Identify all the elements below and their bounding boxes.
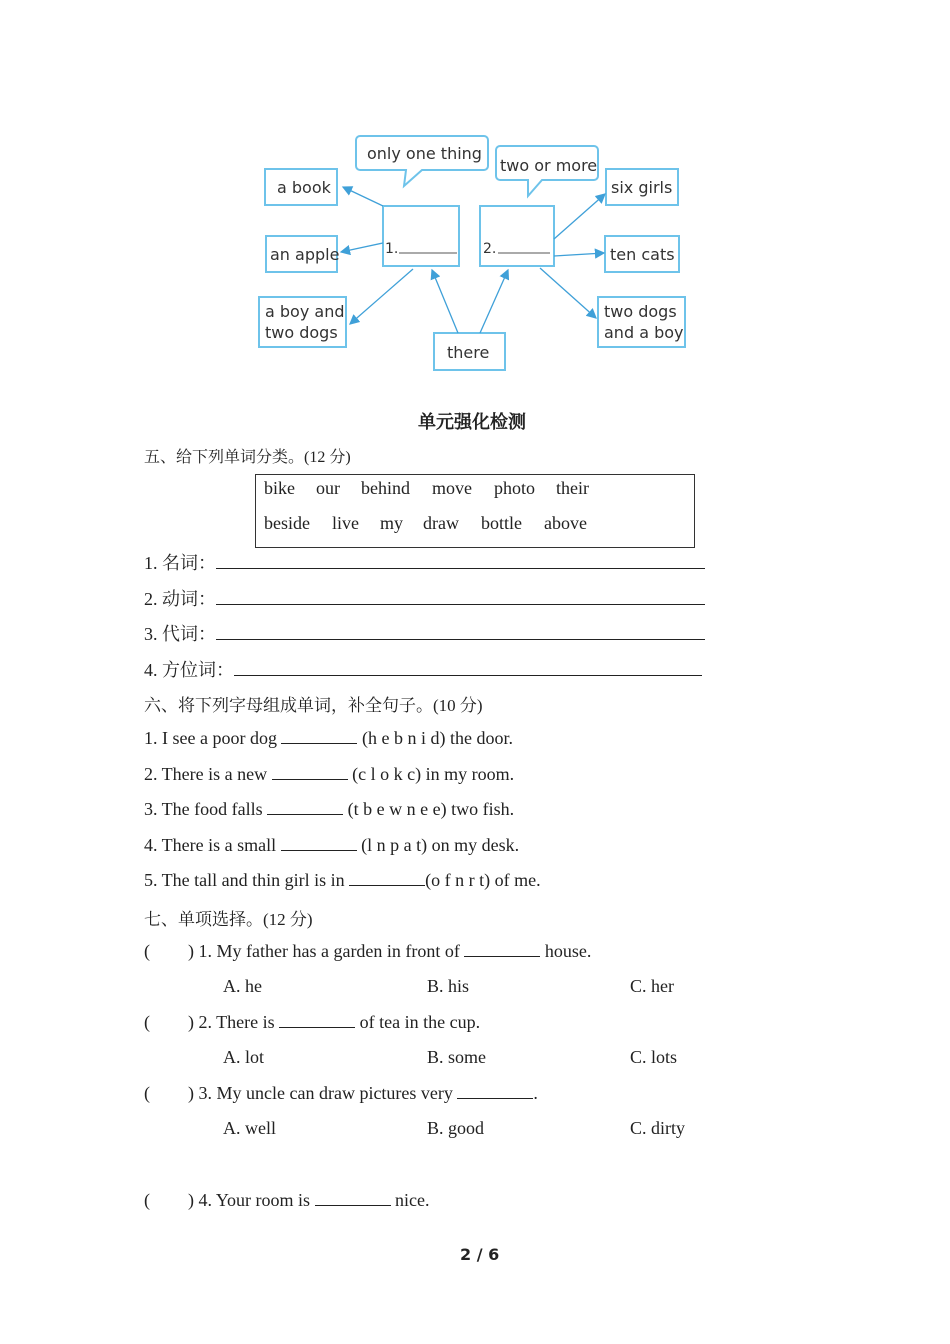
- sentence-end: (t b e w n e e) two fish.: [343, 799, 515, 819]
- classify-label: 2. 动词：: [144, 589, 216, 609]
- answer-blank[interactable]: [272, 763, 348, 780]
- word: photo: [494, 478, 536, 498]
- q1-option-a[interactable]: A. he: [223, 976, 262, 996]
- q1-option-c[interactable]: C. her: [630, 976, 674, 996]
- mc-question-1: [144, 940, 591, 962]
- word-map-diagram: [0, 0, 950, 390]
- answer-blank[interactable]: [216, 588, 705, 605]
- answer-blank: [457, 1082, 533, 1099]
- center-box-2: [480, 206, 554, 266]
- word: our: [316, 478, 340, 498]
- sentence-start: 1. I see a poor dog: [144, 728, 282, 748]
- bubble-left-text: only one thing: [367, 144, 482, 163]
- q1-option-b[interactable]: B. his: [427, 976, 470, 996]
- answer-blank[interactable]: [281, 834, 357, 851]
- answer-blank: [464, 940, 540, 957]
- unscramble-item-5: [144, 869, 541, 891]
- answer-blank[interactable]: [234, 659, 702, 676]
- answer-blank: [279, 1011, 355, 1028]
- sec7-heading: 七、单项选择。(12 分): [144, 910, 313, 929]
- answer-paren[interactable]: (: [144, 1083, 150, 1103]
- question-text-end: house.: [540, 941, 592, 961]
- unscramble-item-3: [144, 798, 514, 820]
- word: my: [380, 513, 404, 533]
- word: draw: [423, 513, 459, 533]
- classify-pronoun: [144, 620, 705, 646]
- word-box: [255, 474, 695, 548]
- sentence-start: 2. There is a new: [144, 764, 272, 784]
- sentence-start: 4. There is a small: [144, 835, 281, 855]
- classify-label: 1. 名词：: [144, 553, 216, 573]
- classify-preposition: [144, 656, 702, 682]
- unscramble-item-2: [144, 763, 514, 785]
- sentence-end: (c l o k c) in my room.: [347, 764, 515, 784]
- question-text-end: nice.: [390, 1190, 430, 1210]
- word: bike: [264, 478, 295, 498]
- bubble-right-text: two or more: [500, 156, 598, 175]
- word: bottle: [481, 513, 522, 533]
- mc-question-3: [144, 1082, 538, 1104]
- sentence-end: (l n p a t) on my desk.: [356, 835, 520, 855]
- answer-paren[interactable]: (: [144, 941, 150, 961]
- word: live: [332, 513, 359, 533]
- mc-question-2: [144, 1011, 480, 1033]
- item-six-girls: six girls: [611, 178, 673, 197]
- q2-option-a[interactable]: A. lot: [223, 1047, 265, 1067]
- answer-paren[interactable]: (: [144, 1190, 150, 1210]
- word: beside: [264, 513, 310, 533]
- item-two-dogs-r: two dogs: [604, 302, 677, 321]
- answer-blank[interactable]: [267, 798, 343, 815]
- answer-blank[interactable]: [349, 869, 425, 886]
- classify-noun: [144, 549, 705, 575]
- answer-blank[interactable]: [216, 552, 705, 569]
- box2-label: 2.: [483, 241, 497, 257]
- unscramble-item-1: [144, 727, 513, 749]
- answer-blank[interactable]: [281, 727, 357, 744]
- word: their: [556, 478, 589, 498]
- question-text: ) 4. Your room is: [188, 1190, 315, 1210]
- answer-blank: [315, 1189, 391, 1206]
- section-title: 单元强化检测: [418, 412, 526, 433]
- question-text-end: of tea in the cup.: [355, 1012, 481, 1032]
- mc-question-4: [144, 1189, 430, 1211]
- box1-label: 1.: [385, 241, 399, 257]
- item-a-book: a book: [277, 178, 331, 197]
- classify-label: 4. 方位词：: [144, 660, 234, 680]
- question-text: ) 2. There is: [188, 1012, 280, 1032]
- sentence-end: (o f n r t) of me.: [425, 870, 541, 890]
- item-ten-cats: ten cats: [610, 245, 675, 264]
- unscramble-item-4: [144, 834, 519, 856]
- question-text: ) 3. My uncle can draw pictures very: [188, 1083, 458, 1103]
- q3-option-b[interactable]: B. good: [427, 1118, 485, 1138]
- item-an-apple: an apple: [270, 245, 340, 264]
- sec5-heading: 五、给下列单词分类。(12 分): [144, 449, 351, 466]
- item-there: there: [447, 343, 490, 362]
- classify-verb: [144, 585, 705, 611]
- sentence-start: 3. The food falls: [144, 799, 268, 819]
- word: move: [432, 478, 472, 498]
- question-text: ) 1. My father has a garden in front of: [188, 941, 465, 961]
- q3-option-c[interactable]: C. dirty: [630, 1118, 686, 1138]
- sentence-start: 5. The tall and thin girl is in: [144, 870, 350, 890]
- question-text-end: .: [533, 1083, 538, 1103]
- q2-option-c[interactable]: C. lots: [630, 1047, 678, 1067]
- word: above: [544, 513, 587, 533]
- item-two-dogs: two dogs: [265, 323, 338, 342]
- item-and-a-boy: and a boy: [604, 323, 684, 342]
- word: behind: [361, 478, 410, 498]
- page-number: 2 / 6: [460, 1245, 500, 1264]
- q3-option-a[interactable]: A. well: [223, 1118, 276, 1138]
- center-box-1: [383, 206, 459, 266]
- item-a-boy-and: a boy and: [265, 302, 345, 321]
- q2-option-b[interactable]: B. some: [427, 1047, 487, 1067]
- classify-label: 3. 代词：: [144, 624, 216, 644]
- answer-blank[interactable]: [216, 623, 705, 640]
- answer-paren[interactable]: (: [144, 1012, 150, 1032]
- sec6-heading: 六、将下列字母组成单词，补全句子。(10 分): [144, 696, 483, 715]
- sentence-end: (h e b n i d) the door.: [357, 728, 513, 748]
